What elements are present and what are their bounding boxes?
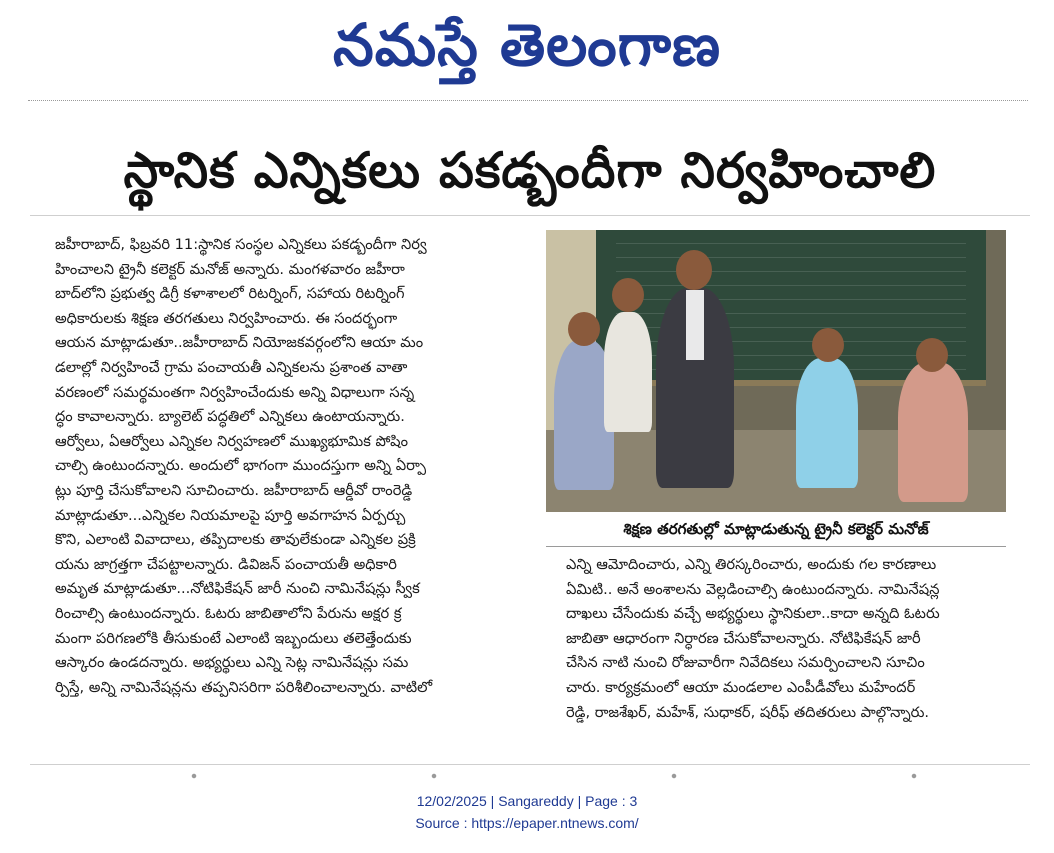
article-line: వరణంలో సమర్థమంతగా నిర్వహించేందుకు అన్ని విధాలుగా సన్న xyxy=(55,383,415,401)
article-line: డలాల్లో నిర్వహించే గ్రామ పంచాయతీ ఎన్నికలను ప్రశాంత వాతా xyxy=(55,358,408,376)
article-body-right xyxy=(566,553,1002,753)
article-line: కొని, ఎలాంటి వివాదాలు, తప్పిదాలకు తావులేకుండా ఎన్నికల ప్రక్రి xyxy=(55,531,416,549)
article-line: చారు. కార్యక్రమంలో ఆయా మండలాల ఎంపీడీవోలు మహేందర్ xyxy=(566,678,916,696)
footer xyxy=(0,790,1054,834)
footer-source-link[interactable]: Source : https://epaper.ntnews.com/ xyxy=(415,815,639,831)
article-line: అమృత మాట్లాడుతూ...నోటిఫికేషన్ జారీ నుంచి నామినేషన్లు స్వీక xyxy=(55,580,420,598)
article-photo xyxy=(546,230,1006,512)
photo-person xyxy=(604,312,652,432)
article-line: చేసిన నాటి నుంచి రోజువారీగా నివేదికలు సమర్పించాలని సూచిం xyxy=(566,654,925,672)
article-line: ఆర్వోలు, ఏఆర్వోలు ఎన్నికల నిర్వహణలో ముఖ్యభూమిక పోషిం xyxy=(55,432,408,450)
bottom-strip xyxy=(30,764,1030,779)
article-line: యను జాగ్రత్తగా చేపట్టాలన్నారు. డివిజన్ పంచాయతీ అధికారి xyxy=(55,555,397,573)
article-line: హించాలని ట్రైనీ కలెక్టర్ మనోజ్ అన్నారు. మంగళవారం జహీరా xyxy=(55,260,405,278)
article-line: ద్ధం కావాలన్నారు. బ్యాలెట్ పద్ధతిలో ఎన్నికలు ఉంటాయన్నారు. xyxy=(55,408,405,426)
photo-person xyxy=(898,362,968,502)
footer-date-page: 12/02/2025 | Sangareddy | Page : 3 xyxy=(416,793,638,809)
article-line: ర్పిస్తే, అన్ని నామినేషన్లను తప్పనిసరిగా పరిశీలించాలన్నారు. వాటిలో xyxy=(55,678,433,696)
article-line: జాబితా ఆధారంగా నిర్ధారణ చేసుకోవాలన్నారు. నోటిఫికేషన్ జారీ xyxy=(566,629,921,647)
article-line: రించాల్సి ఉంటుందన్నారు. ఓటరు జాబితాలోని పేరును అక్షర క్ర xyxy=(55,604,402,622)
article-line: బాద్‌లోని ప్రభుత్వ డిగ్రీ కళాశాలలో రిటర్నింగ్, సహాయ రిటర్నింగ్ xyxy=(55,285,405,303)
article-line: ఆయన మాట్లాడుతూ..జహీరాబాద్ నియోజకవర్గంలోని ఆయా మం xyxy=(55,334,424,352)
article-line: ఎన్ని ఆమోదించారు, ఎన్ని తిరస్కరించారు, అందుకు గల కారణాలు xyxy=(566,556,937,573)
photo-caption: శిక్షణ తరగతుల్లో మాట్లాడుతున్న ట్రైనీ కలెక్టర్ మనోజ్ xyxy=(623,520,929,538)
article-headline: స్థానిక ఎన్నికలు పకడ్బందీగా నిర్వహించాలి xyxy=(123,142,937,199)
article-line: మంగా పరిగణలోకి తీసుకుంటే ఎలాంటి ఇబ్బందులు తలెత్తేందుకు xyxy=(55,629,412,647)
article-line: ఆస్కారం ఉండదన్నారు. అభ్యర్థులు ఎన్ని సెట్ల నామినేషన్లు సమ xyxy=(55,654,409,672)
article-line: దాఖలు చేసేందుకు వచ్చే అభ్యర్థులు స్థానికులా..కాదా అన్నది ఓటరు xyxy=(566,605,940,623)
article-line: ఏమిటి.. అనే అంశాలను వెల్లడించాల్సి ఉంటుందన్నారు. నామినేషన్ల xyxy=(566,580,940,598)
article-line: చాల్సి ఉంటుందన్నారు. అందులో భాగంగా ముందస్తుగా అన్ని ఏర్పా xyxy=(55,457,426,475)
article-line: మాట్లాడుతూ...ఎన్నికల నియమాలపై పూర్తి అవగాహన ఏర్పర్చు xyxy=(55,506,406,524)
article-line: అధికారులకు శిక్షణ తరగతులు నిర్వహించారు. ఈ సందర్భంగా xyxy=(55,309,398,327)
article-line: ట్లు పూర్తి చేసుకోవాలని సూచించారు. జహీరాబాద్ ఆర్డీవో రాంరెడ్డి xyxy=(55,481,413,499)
caption-divider xyxy=(546,546,1006,547)
article-body-left xyxy=(55,233,533,753)
photo-person xyxy=(796,358,858,488)
masthead-logo: నమస్తే తెలంగాణ xyxy=(333,11,721,79)
headline-divider xyxy=(30,215,1030,216)
article-line: రెడ్డి, రాజశేఖర్, మహేశ్, సుధాకర్, షరీఫ్ తదితరులు పాల్గొన్నారు. xyxy=(566,703,930,721)
masthead-divider xyxy=(28,100,1028,101)
article-line: జహీరాబాద్, ఫిబ్రవరి 11:స్థానిక సంస్థల ఎన్నికలు పకడ్బందీగా నిర్వ xyxy=(55,236,427,253)
